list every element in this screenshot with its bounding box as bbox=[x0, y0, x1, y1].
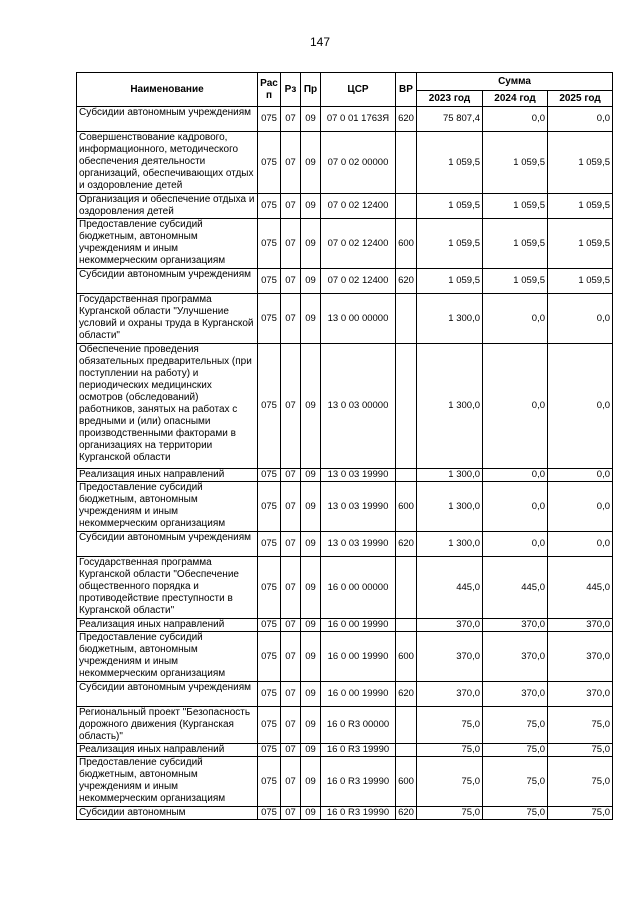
cell-pr: 09 bbox=[301, 532, 321, 557]
cell-y2024: 370,0 bbox=[483, 682, 548, 707]
cell-y2023: 1 300,0 bbox=[417, 294, 483, 344]
cell-y2025: 0,0 bbox=[548, 344, 613, 469]
cell-csr: 16 0 R3 00000 bbox=[321, 707, 396, 744]
cell-csr: 07 0 02 12400 bbox=[321, 219, 396, 269]
cell-rz: 07 bbox=[281, 682, 301, 707]
cell-name: Предоставление субсидий бюджетным, автономным учреждениям и иным некоммерческим организациям bbox=[77, 632, 258, 682]
cell-y2023: 1 059,5 bbox=[417, 194, 483, 219]
cell-y2023: 1 300,0 bbox=[417, 532, 483, 557]
cell-rz: 07 bbox=[281, 532, 301, 557]
header-vr: ВР bbox=[396, 73, 417, 107]
cell-csr: 13 0 03 19990 bbox=[321, 469, 396, 482]
header-2024: 2024 год bbox=[483, 91, 548, 107]
cell-y2023: 75,0 bbox=[417, 707, 483, 744]
cell-csr: 07 0 01 1763Я bbox=[321, 107, 396, 132]
cell-ras: 075 bbox=[258, 482, 281, 532]
cell-y2023: 1 300,0 bbox=[417, 469, 483, 482]
cell-y2025: 0,0 bbox=[548, 469, 613, 482]
cell-rz: 07 bbox=[281, 269, 301, 294]
cell-y2023: 1 059,5 bbox=[417, 219, 483, 269]
cell-csr: 07 0 02 12400 bbox=[321, 194, 396, 219]
cell-ras: 075 bbox=[258, 532, 281, 557]
cell-ras: 075 bbox=[258, 219, 281, 269]
cell-csr: 16 0 00 00000 bbox=[321, 557, 396, 619]
cell-csr: 13 0 03 19990 bbox=[321, 482, 396, 532]
cell-y2025: 1 059,5 bbox=[548, 269, 613, 294]
cell-csr: 07 0 02 00000 bbox=[321, 132, 396, 194]
cell-pr: 09 bbox=[301, 482, 321, 532]
header-2023: 2023 год bbox=[417, 91, 483, 107]
cell-y2024: 1 059,5 bbox=[483, 194, 548, 219]
cell-y2023: 1 300,0 bbox=[417, 482, 483, 532]
cell-name: Предоставление субсидий бюджетным, автономным учреждениям и иным некоммерческим организациям bbox=[77, 482, 258, 532]
table-row bbox=[77, 294, 613, 344]
cell-pr: 09 bbox=[301, 194, 321, 219]
cell-pr: 09 bbox=[301, 682, 321, 707]
cell-csr: 13 0 03 00000 bbox=[321, 344, 396, 469]
cell-rz: 07 bbox=[281, 469, 301, 482]
cell-rz: 07 bbox=[281, 294, 301, 344]
cell-y2024: 1 059,5 bbox=[483, 269, 548, 294]
cell-y2024: 0,0 bbox=[483, 532, 548, 557]
cell-y2023: 75,0 bbox=[417, 757, 483, 807]
cell-pr: 09 bbox=[301, 632, 321, 682]
cell-rz: 07 bbox=[281, 707, 301, 744]
cell-y2025: 370,0 bbox=[548, 619, 613, 632]
cell-y2025: 75,0 bbox=[548, 757, 613, 807]
cell-csr: 16 0 R3 19990 bbox=[321, 807, 396, 820]
cell-csr: 16 0 R3 19990 bbox=[321, 744, 396, 757]
cell-y2024: 0,0 bbox=[483, 469, 548, 482]
cell-pr: 09 bbox=[301, 344, 321, 469]
cell-pr: 09 bbox=[301, 744, 321, 757]
cell-csr: 13 0 03 19990 bbox=[321, 532, 396, 557]
cell-ras: 075 bbox=[258, 469, 281, 482]
cell-pr: 09 bbox=[301, 107, 321, 132]
cell-name: Обеспечение проведения обязательных предварительных (при поступлении на работу) и периодических медицинских осмотров (обследований) работников, занятых на работах с вредными и (или) опасными производственными факторами в организациях на территории Курганской области bbox=[77, 344, 258, 469]
cell-pr: 09 bbox=[301, 269, 321, 294]
cell-ras: 075 bbox=[258, 744, 281, 757]
table-header bbox=[77, 73, 613, 107]
cell-rz: 07 bbox=[281, 557, 301, 619]
header-pr: Пр bbox=[301, 73, 321, 107]
cell-name: Субсидии автономным учреждениям bbox=[77, 269, 258, 294]
header-name: Наименование bbox=[77, 73, 258, 107]
table-body bbox=[77, 107, 613, 820]
cell-vr: 620 bbox=[396, 107, 417, 132]
table-row bbox=[77, 269, 613, 294]
cell-y2024: 0,0 bbox=[483, 344, 548, 469]
cell-y2023: 1 059,5 bbox=[417, 269, 483, 294]
cell-rz: 07 bbox=[281, 194, 301, 219]
table-row bbox=[77, 707, 613, 744]
cell-ras: 075 bbox=[258, 269, 281, 294]
cell-name: Совершенствование кадрового, информационного, методического обеспечения деятельности организаций, обеспечивающих отдых и оздоровление детей bbox=[77, 132, 258, 194]
table-row bbox=[77, 469, 613, 482]
cell-vr bbox=[396, 344, 417, 469]
cell-y2024: 75,0 bbox=[483, 807, 548, 820]
cell-y2023: 370,0 bbox=[417, 682, 483, 707]
cell-vr: 620 bbox=[396, 807, 417, 820]
cell-vr: 620 bbox=[396, 269, 417, 294]
cell-csr: 16 0 00 19990 bbox=[321, 632, 396, 682]
cell-rz: 07 bbox=[281, 132, 301, 194]
cell-y2025: 1 059,5 bbox=[548, 219, 613, 269]
cell-rz: 07 bbox=[281, 344, 301, 469]
page-number: 147 bbox=[309, 35, 331, 49]
cell-rz: 07 bbox=[281, 632, 301, 682]
cell-y2023: 1 059,5 bbox=[417, 132, 483, 194]
cell-y2025: 1 059,5 bbox=[548, 132, 613, 194]
header-2025: 2025 год bbox=[548, 91, 613, 107]
header-sum: Сумма bbox=[417, 73, 613, 91]
table-row bbox=[77, 194, 613, 219]
cell-ras: 075 bbox=[258, 107, 281, 132]
cell-y2025: 75,0 bbox=[548, 807, 613, 820]
cell-y2024: 1 059,5 bbox=[483, 219, 548, 269]
cell-pr: 09 bbox=[301, 294, 321, 344]
cell-y2024: 0,0 bbox=[483, 482, 548, 532]
cell-name: Государственная программа Курганской области "Обеспечение общественного порядка и противодействие преступности в Курганской области" bbox=[77, 557, 258, 619]
table-row bbox=[77, 682, 613, 707]
table-row bbox=[77, 344, 613, 469]
cell-y2024: 75,0 bbox=[483, 757, 548, 807]
cell-y2025: 445,0 bbox=[548, 557, 613, 619]
cell-rz: 07 bbox=[281, 107, 301, 132]
cell-y2024: 370,0 bbox=[483, 632, 548, 682]
table-row bbox=[77, 557, 613, 619]
cell-ras: 075 bbox=[258, 294, 281, 344]
table-row bbox=[77, 632, 613, 682]
cell-name: Субсидии автономным учреждениям bbox=[77, 682, 258, 707]
cell-ras: 075 bbox=[258, 619, 281, 632]
cell-pr: 09 bbox=[301, 757, 321, 807]
header-csr: ЦСР bbox=[321, 73, 396, 107]
cell-csr: 16 0 R3 19990 bbox=[321, 757, 396, 807]
cell-ras: 075 bbox=[258, 807, 281, 820]
cell-y2024: 370,0 bbox=[483, 619, 548, 632]
cell-vr bbox=[396, 557, 417, 619]
cell-vr bbox=[396, 707, 417, 744]
cell-vr bbox=[396, 294, 417, 344]
cell-y2023: 445,0 bbox=[417, 557, 483, 619]
cell-vr: 600 bbox=[396, 632, 417, 682]
cell-ras: 075 bbox=[258, 632, 281, 682]
cell-y2024: 0,0 bbox=[483, 294, 548, 344]
cell-y2025: 0,0 bbox=[548, 482, 613, 532]
cell-pr: 09 bbox=[301, 219, 321, 269]
cell-y2024: 1 059,5 bbox=[483, 132, 548, 194]
cell-pr: 09 bbox=[301, 619, 321, 632]
cell-y2024: 0,0 bbox=[483, 107, 548, 132]
table-row bbox=[77, 132, 613, 194]
cell-y2023: 75,0 bbox=[417, 807, 483, 820]
cell-csr: 16 0 00 19990 bbox=[321, 619, 396, 632]
cell-y2025: 0,0 bbox=[548, 107, 613, 132]
cell-vr bbox=[396, 469, 417, 482]
cell-name: Реализация иных направлений bbox=[77, 744, 258, 757]
cell-name: Реализация иных направлений bbox=[77, 619, 258, 632]
cell-rz: 07 bbox=[281, 219, 301, 269]
cell-ras: 075 bbox=[258, 557, 281, 619]
table-row bbox=[77, 107, 613, 132]
cell-vr: 600 bbox=[396, 482, 417, 532]
table-row bbox=[77, 807, 613, 820]
cell-pr: 09 bbox=[301, 807, 321, 820]
cell-name: Субсидии автономным bbox=[77, 807, 258, 820]
cell-y2023: 75,0 bbox=[417, 744, 483, 757]
cell-y2025: 370,0 bbox=[548, 682, 613, 707]
cell-y2024: 75,0 bbox=[483, 707, 548, 744]
header-ras: Рас п bbox=[258, 73, 281, 107]
cell-y2023: 75 807,4 bbox=[417, 107, 483, 132]
table-row bbox=[77, 532, 613, 557]
cell-name: Субсидии автономным учреждениям bbox=[77, 107, 258, 132]
cell-y2025: 75,0 bbox=[548, 744, 613, 757]
cell-name: Субсидии автономным учреждениям bbox=[77, 532, 258, 557]
cell-vr bbox=[396, 619, 417, 632]
cell-csr: 16 0 00 19990 bbox=[321, 682, 396, 707]
cell-y2025: 0,0 bbox=[548, 294, 613, 344]
budget-table bbox=[76, 72, 613, 820]
cell-name: Предоставление субсидий бюджетным, автономным учреждениям и иным некоммерческим организациям bbox=[77, 219, 258, 269]
cell-rz: 07 bbox=[281, 757, 301, 807]
cell-y2023: 1 300,0 bbox=[417, 344, 483, 469]
cell-y2023: 370,0 bbox=[417, 619, 483, 632]
cell-vr: 600 bbox=[396, 757, 417, 807]
cell-ras: 075 bbox=[258, 344, 281, 469]
table-row bbox=[77, 744, 613, 757]
cell-name: Государственная программа Курганской области "Улучшение условий и охраны труда в Курганской области" bbox=[77, 294, 258, 344]
cell-rz: 07 bbox=[281, 619, 301, 632]
cell-pr: 09 bbox=[301, 469, 321, 482]
cell-ras: 075 bbox=[258, 682, 281, 707]
cell-vr: 620 bbox=[396, 532, 417, 557]
cell-name: Региональный проект "Безопасность дорожного движения (Курганская область)" bbox=[77, 707, 258, 744]
table-row bbox=[77, 757, 613, 807]
cell-csr: 07 0 02 12400 bbox=[321, 269, 396, 294]
cell-pr: 09 bbox=[301, 707, 321, 744]
cell-ras: 075 bbox=[258, 194, 281, 219]
cell-name: Предоставление субсидий бюджетным, автономным учреждениям и иным некоммерческим организациям bbox=[77, 757, 258, 807]
cell-pr: 09 bbox=[301, 557, 321, 619]
table-row bbox=[77, 482, 613, 532]
cell-ras: 075 bbox=[258, 132, 281, 194]
cell-vr bbox=[396, 744, 417, 757]
cell-y2025: 370,0 bbox=[548, 632, 613, 682]
cell-name: Реализация иных направлений bbox=[77, 469, 258, 482]
cell-rz: 07 bbox=[281, 482, 301, 532]
cell-vr bbox=[396, 132, 417, 194]
cell-name: Организация и обеспечение отдыха и оздоровления детей bbox=[77, 194, 258, 219]
table-row bbox=[77, 219, 613, 269]
cell-vr: 600 bbox=[396, 219, 417, 269]
table-row bbox=[77, 619, 613, 632]
cell-vr: 620 bbox=[396, 682, 417, 707]
cell-rz: 07 bbox=[281, 807, 301, 820]
cell-ras: 075 bbox=[258, 707, 281, 744]
cell-y2023: 370,0 bbox=[417, 632, 483, 682]
cell-y2025: 0,0 bbox=[548, 532, 613, 557]
cell-pr: 09 bbox=[301, 132, 321, 194]
cell-y2024: 75,0 bbox=[483, 744, 548, 757]
cell-y2025: 1 059,5 bbox=[548, 194, 613, 219]
cell-y2025: 75,0 bbox=[548, 707, 613, 744]
header-rz: Рз bbox=[281, 73, 301, 107]
cell-ras: 075 bbox=[258, 757, 281, 807]
cell-rz: 07 bbox=[281, 744, 301, 757]
cell-y2024: 445,0 bbox=[483, 557, 548, 619]
cell-csr: 13 0 00 00000 bbox=[321, 294, 396, 344]
cell-vr bbox=[396, 194, 417, 219]
